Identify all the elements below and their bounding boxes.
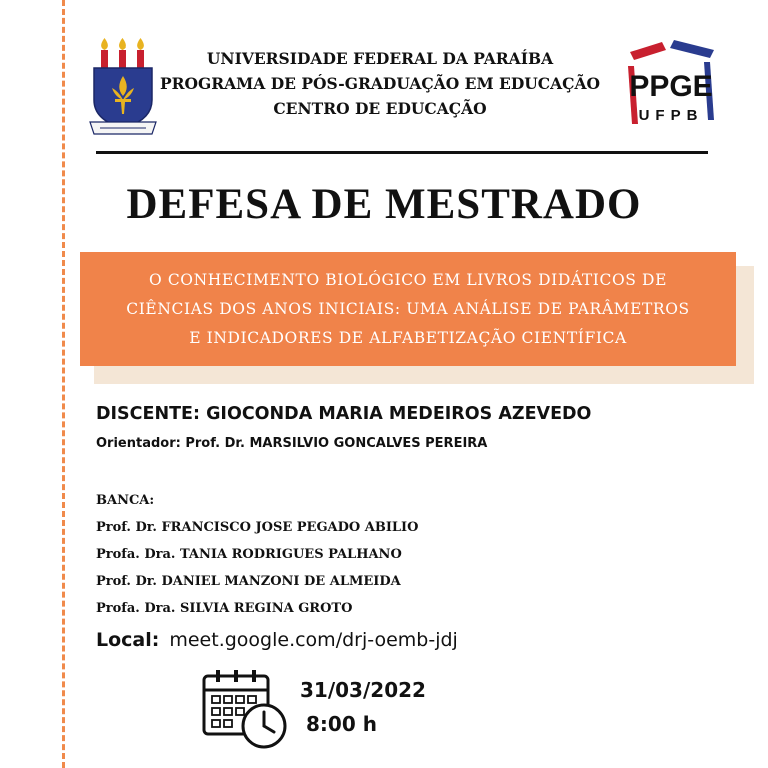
committee-list xyxy=(96,487,418,622)
institution-header xyxy=(150,46,610,121)
ufpb-crest-icon xyxy=(88,36,158,138)
thesis-title-line: CIÊNCIAS DOS ANOS INICIAIS: UMA ANÁLISE DE PARÂMETROS xyxy=(126,299,690,318)
decorative-dashed-line xyxy=(62,0,65,768)
page-title: DEFESA DE MESTRADO xyxy=(126,181,642,228)
center-name: CENTRO DE EDUCAÇÃO xyxy=(273,99,487,118)
committee-member: Prof. Dr. DANIEL MANZONI DE ALMEIDA xyxy=(96,574,401,589)
student-name: DISCENTE: GIOCONDA MARIA MEDEIROS AZEVEDO xyxy=(96,404,592,424)
advisor-name: Orientador: Prof. Dr. MARSILVIO GONCALVES PEREIRA xyxy=(96,436,488,451)
committee-heading: BANCA: xyxy=(96,493,155,508)
location xyxy=(96,629,458,651)
thesis-title-line: E INDICADORES DE ALFABETIZAÇÃO CIENTÍFICA xyxy=(189,328,627,347)
calendar-clock-icon xyxy=(200,668,290,750)
committee-member: Profa. Dra. TANIA RODRIGUES PALHANO xyxy=(96,547,402,562)
thesis-title-banner xyxy=(80,252,736,366)
defense-time: 8:00 h xyxy=(306,712,377,736)
thesis-title-line: O CONHECIMENTO BIOLÓGICO EM LIVROS DIDÁTICOS DE xyxy=(148,270,667,289)
committee-member: Prof. Dr. FRANCISCO JOSE PEGADO ABILIO xyxy=(96,520,419,535)
ppge-logo-text: PPGE xyxy=(629,70,713,103)
location-label: Local: xyxy=(96,629,160,651)
defense-date: 31/03/2022 xyxy=(300,678,426,702)
ufpb-logo-text: UFPB xyxy=(638,107,704,124)
header-divider xyxy=(96,151,708,154)
institution-name: UNIVERSIDADE FEDERAL DA PARAÍBA xyxy=(206,49,554,68)
program-name: PROGRAMA DE PÓS-GRADUAÇÃO EM EDUCAÇÃO xyxy=(159,74,601,93)
ppge-logo xyxy=(622,36,720,132)
committee-member: Profa. Dra. SILVIA REGINA GROTO xyxy=(96,601,353,616)
meeting-link[interactable]: meet.google.com/drj-oemb-jdj xyxy=(169,629,458,651)
